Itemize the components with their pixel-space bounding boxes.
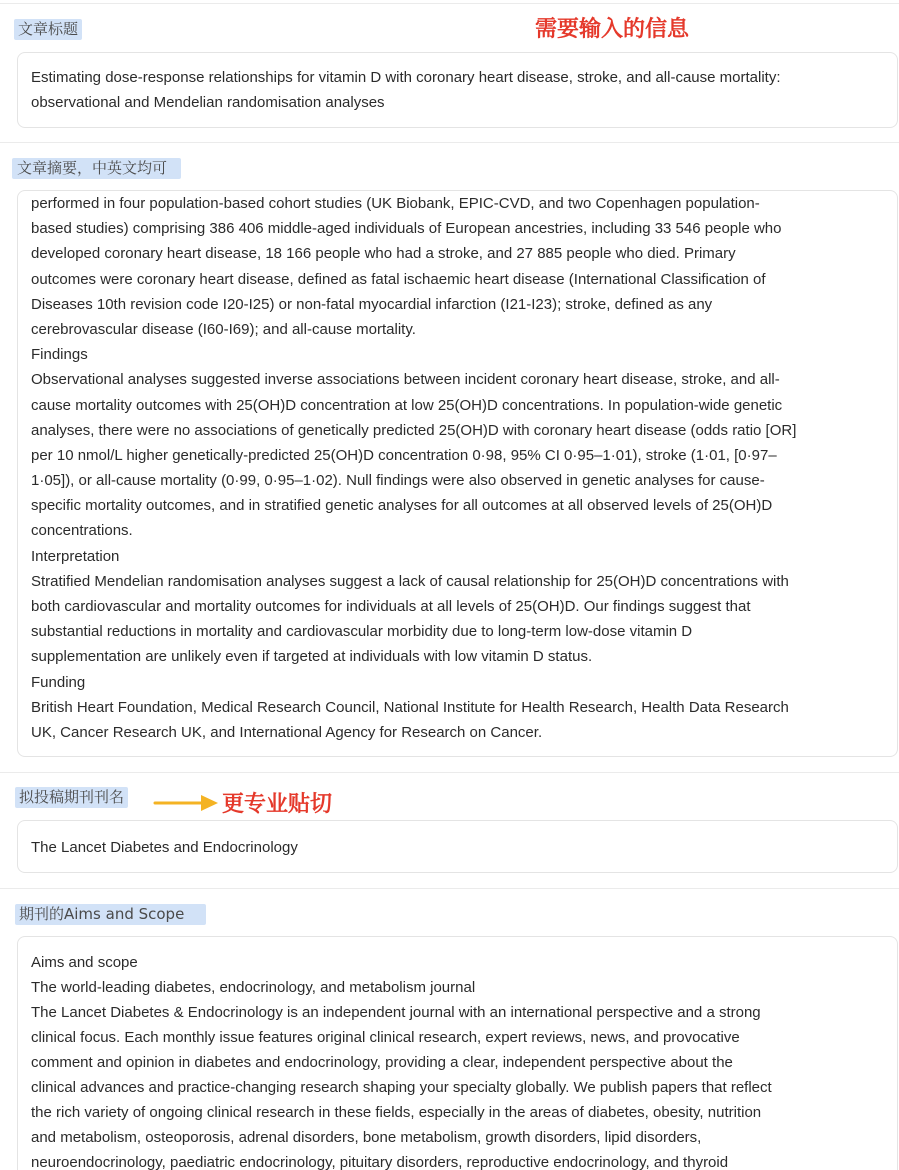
scope-heading: Aims and scope bbox=[31, 953, 138, 971]
abstract-text-line: analyses, there were no associations of genetically predicted 25(OH)D with coronary heart disease (odds ratio [OR] bbox=[31, 421, 797, 439]
scope-text-line: clinical focus. Each monthly issue features original clinical research, expert reviews, news, and provocative bbox=[31, 1028, 740, 1046]
journal-name-value: The Lancet Diabetes and Endocrinology bbox=[31, 839, 298, 856]
title-text-line: observational and Mendelian randomisation analyses bbox=[31, 94, 385, 111]
abstract-heading-interpretation: Interpretation bbox=[31, 547, 120, 565]
abstract-text-line: based studies) comprising 386 406 middle-aged individuals of European ancestries, including 33 546 people who bbox=[31, 220, 782, 238]
section-divider bbox=[0, 142, 899, 143]
abstract-text-line: UK, Cancer Research UK, and International Agency for Research on Cancer. bbox=[31, 723, 543, 741]
aims-scope-textarea[interactable] bbox=[17, 936, 898, 1170]
abstract-text-line: outcomes were coronary heart disease, defined as fatal ischaemic heart disease (International Classification of bbox=[31, 270, 766, 288]
journal-name-annotation: 更专业贴切 bbox=[222, 792, 333, 817]
abstract-text-line: performed in four population-based cohort studies (UK Biobank, EPIC-CVD, and two Copenhagen population- bbox=[31, 195, 760, 212]
input-info-annotation: 需要输入的信息 bbox=[535, 17, 690, 42]
abstract-text-line: substantial reductions in mortality and cardiovascular morbidity due to long-term low-dose vitamin D bbox=[31, 623, 693, 641]
journal-name-label: 拟投稿期刊刊名 bbox=[15, 787, 128, 808]
abstract-text-line: Observational analyses suggested inverse associations between incident coronary heart disease, stroke, and all- bbox=[31, 371, 780, 389]
article-title-input[interactable] bbox=[17, 52, 898, 128]
title-text-line: Estimating dose-response relationships for vitamin D with coronary heart disease, stroke, and all-cause mortality: bbox=[31, 69, 781, 86]
abstract-heading-funding: Funding bbox=[31, 673, 86, 691]
abstract-text-line: per 10 nmol/L higher genetically-predicted 25(OH)D concentration 0·98, 95% CI 0·95–1·01), stroke (1·01, [0·97– bbox=[31, 446, 777, 464]
abstract-text-line: 1·05]), or all-cause mortality (0·99, 0·95–1·02). Null findings were also observed in genetic analyses for cause- bbox=[31, 472, 765, 490]
scope-text-line: neuroendocrinology, paediatric endocrinology, pituitary disorders, reproductive endocrinology, and thyroid bbox=[31, 1153, 729, 1170]
scope-text-line: clinical advances and practice-changing research shaping your specialty globally. We publish papers that reflect bbox=[31, 1078, 772, 1096]
abstract-text-line: British Heart Foundation, Medical Research Council, National Institute for Health Research, Health Data Research bbox=[31, 698, 789, 716]
right-arrow-icon bbox=[152, 793, 220, 813]
abstract-label: 文章摘要，中英文均可 bbox=[12, 158, 181, 179]
abstract-text-line: both cardiovascular and mortality outcomes for individuals at all levels of 25(OH)D. Our findings suggest that bbox=[31, 598, 751, 615]
scope-text-line: comment and opinion in diabetes and endocrinology, providing a clear, independent perspective about the bbox=[31, 1053, 733, 1071]
abstract-text-line: concentrations. bbox=[31, 522, 133, 540]
abstract-text-line: cause mortality outcomes with 25(OH)D concentration at low 25(OH)D concentrations. In population-wide genetic bbox=[31, 396, 783, 414]
article-title-label: 文章标题 bbox=[14, 19, 82, 40]
section-divider bbox=[0, 772, 899, 773]
abstract-text-line: cerebrovascular disease (I60-I69); and all-cause mortality. bbox=[31, 320, 416, 338]
aims-scope-label: 期刊的Aims and Scope bbox=[15, 904, 206, 925]
abstract-text-line: supplementation are unlikely even if targeted at individuals with low vitamin D status. bbox=[31, 648, 593, 666]
abstract-text-line: specific mortality outcomes, and in stratified genetic analyses for all outcomes at all observed levels of 25(OH)D bbox=[31, 497, 773, 515]
scope-text-line: The Lancet Diabetes & Endocrinology is an independent journal with an international perspective and a strong bbox=[31, 1003, 761, 1021]
abstract-text-line: Diseases 10th revision code I20-I25) or non-fatal myocardial infarction (I21-I23); stroke, defined as any bbox=[31, 295, 713, 313]
section-divider bbox=[0, 888, 899, 889]
journal-name-input[interactable] bbox=[17, 820, 898, 873]
scope-text-line: the rich variety of ongoing clinical research in these fields, especially in the areas of diabetes, obesity, nutrition bbox=[31, 1103, 762, 1121]
scope-subheading: The world-leading diabetes, endocrinology, and metabolism journal bbox=[31, 978, 476, 996]
scope-text-line: and metabolism, osteoporosis, adrenal disorders, bone metabolism, growth disorders, lipid disorders, bbox=[31, 1128, 702, 1146]
top-border bbox=[0, 3, 899, 4]
abstract-text-line: developed coronary heart disease, 18 166 people who had a stroke, and 27 885 people who died. Primary bbox=[31, 245, 736, 263]
abstract-text-line: Stratified Mendelian randomisation analyses suggest a lack of causal relationship for 25(OH)D concentrations with bbox=[31, 572, 789, 590]
abstract-textarea[interactable] bbox=[17, 190, 898, 757]
abstract-heading-findings: Findings bbox=[31, 346, 88, 364]
